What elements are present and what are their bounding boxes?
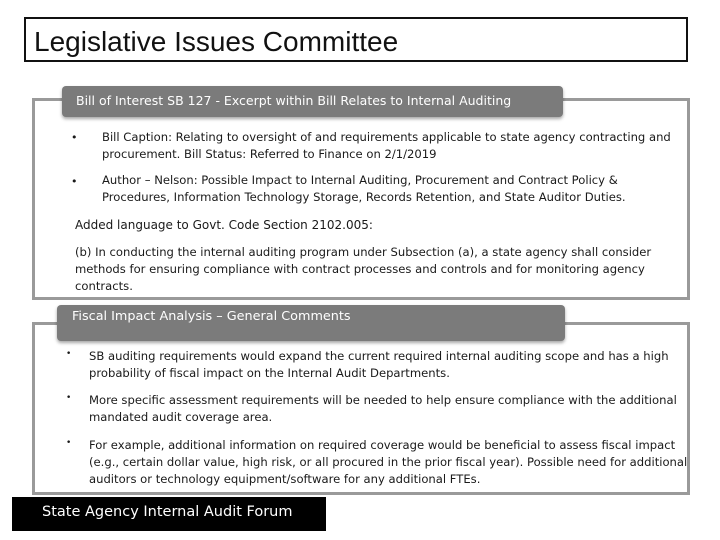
author-text xyxy=(102,172,626,206)
bullet-line: procurement. Bill Status: Referred to Finance on 2/1/2019 xyxy=(102,147,437,161)
code-excerpt xyxy=(75,244,651,295)
fiscal-comment-2 xyxy=(89,392,677,426)
forum-footer-label: State Agency Internal Audit Forum xyxy=(12,497,326,531)
bill-caption-text xyxy=(102,129,671,163)
bill-panel-header: Bill of Interest SB 127 - Excerpt within Bill Relates to Internal Auditing xyxy=(62,86,563,117)
excerpt-line: contracts. xyxy=(75,279,133,293)
fiscal-panel-header: Fiscal Impact Analysis – General Comments xyxy=(57,305,565,341)
comment-line: (e.g., certain dollar value, high risk, or all procured in the prior fiscal year). Possible need for additional xyxy=(89,455,688,469)
page-title: Legislative Issues Committee xyxy=(34,26,399,57)
excerpt-line: (b) In conducting the internal auditing program under Subsection (a), a state agency shall consider xyxy=(75,245,652,259)
comment-line: auditors or technology equipment/software for any additional FTEs. xyxy=(89,472,481,486)
bullet-marker: • xyxy=(66,393,72,403)
fiscal-comment-1 xyxy=(89,348,669,382)
bullet-line: Bill Caption: Relating to oversight of and requirements applicable to state agency contracting and xyxy=(102,130,671,144)
excerpt-line: methods for ensuring compliance with contract processes and controls and for monitoring agency xyxy=(75,262,645,276)
comment-line: mandated audit coverage area. xyxy=(89,410,273,424)
comment-line: For example, additional information on required coverage would be beneficial to assess fiscal impact xyxy=(89,438,676,452)
added-language-label: Added language to Govt. Code Section 2102.005: xyxy=(75,218,373,232)
fiscal-comment-3 xyxy=(89,437,687,488)
bullet-line: Procedures, Information Technology Storage, Records Retention, and State Auditor Duties. xyxy=(102,190,626,204)
bullet-line: Author – Nelson: Possible Impact to Internal Auditing, Procurement and Contract Policy & xyxy=(102,173,618,187)
comment-line: SB auditing requirements would expand the current required internal auditing scope and has a high xyxy=(89,349,669,363)
bullet-marker: • xyxy=(71,175,78,188)
title-box xyxy=(24,17,688,62)
bullet-marker: • xyxy=(66,349,72,359)
bullet-marker: • xyxy=(66,438,72,448)
comment-line: probability of fiscal impact on the Internal Audit Departments. xyxy=(89,366,450,380)
comment-line: More specific assessment requirements will be needed to help ensure compliance with the additional xyxy=(89,393,677,407)
bullet-marker: • xyxy=(71,131,78,144)
